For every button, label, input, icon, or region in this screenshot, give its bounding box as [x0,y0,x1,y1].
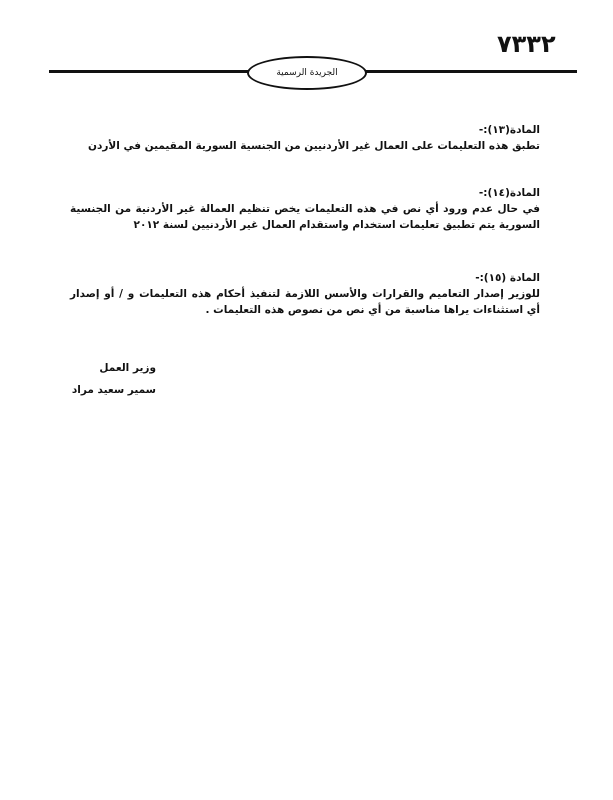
header-oval [247,56,367,90]
signature-title: وزير العمل [99,362,156,374]
article-15 [70,270,540,318]
page-number: ٧٣٣٢ [497,30,556,58]
article-heading: المادة (١٥):- [475,272,540,284]
article-body: في حال عدم ورود أي نص في هذه التعليمات يخص تنظيم العمالة غير الأردنية من الجنسية السورية يتم تطبيق تعليمات استخدام واستقدام العمال غير الأردنيين لسنة ٢٠١٢ [70,203,540,231]
article-heading: المادة(١٣):- [478,124,540,136]
article-14 [70,185,540,233]
article-13 [70,122,540,154]
article-body: تطبق هذه التعليمات على العمال غير الأردنيين من الجنسية السورية المقيمين في الأردن [88,140,540,152]
signature-name: سمير سعيد مراد [71,384,156,396]
gazette-title: الجريدة الرسمية [276,68,338,78]
article-body: للوزير إصدار التعاميم والقرارات والأسس اللازمة لتنفيذ أحكام هذه التعليمات و / أو إصدار أي استثناءات يراها مناسبة من أي نص من نصوص هذه التعليمات . [70,288,540,316]
article-heading: المادة(١٤):- [478,187,540,199]
